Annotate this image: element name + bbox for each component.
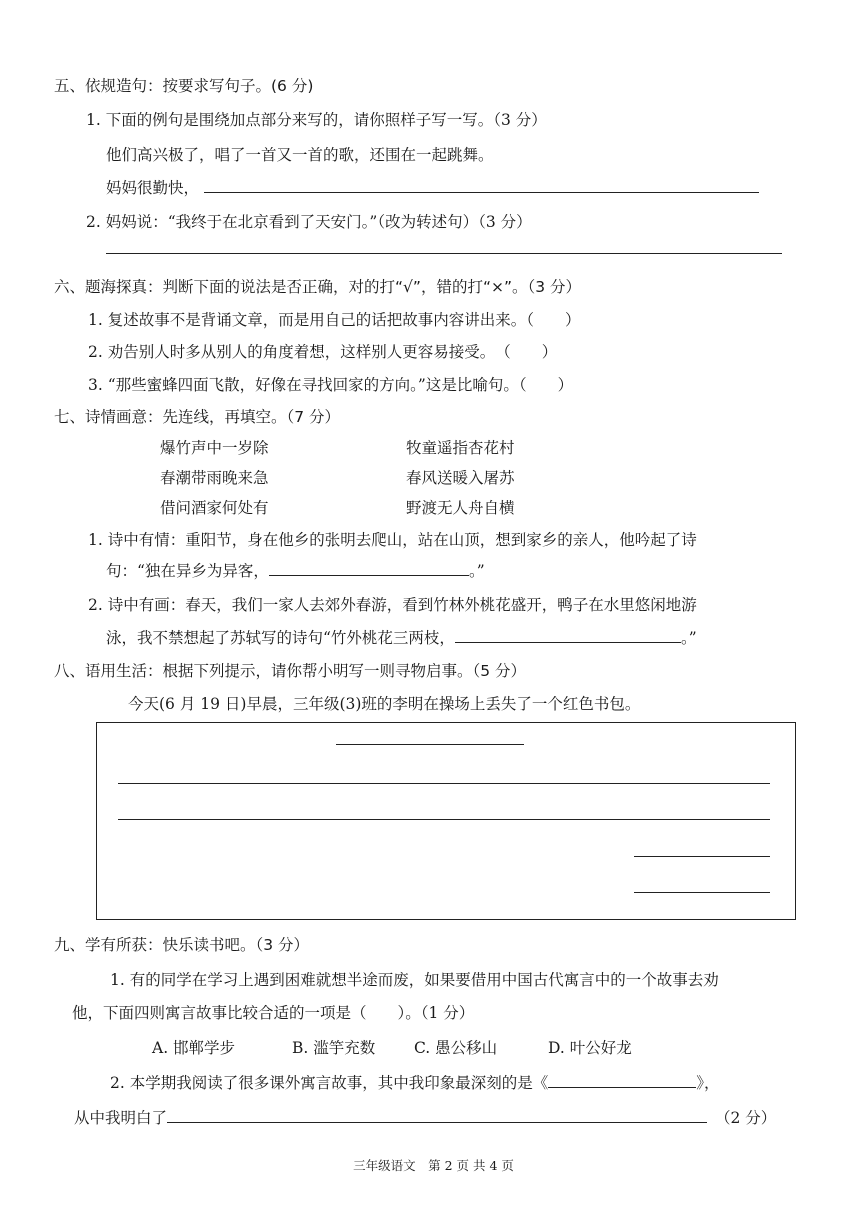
s9-option-d[interactable]: D. 叶公好龙 [548, 1039, 632, 1057]
s6-item-1: 1. 复述故事不是背诵文章，而是用自己的话把故事内容讲出来。（ ） [88, 311, 581, 329]
s6-item-2: 2. 劝告别人时多从别人的角度着想，这样别人更容易接受。 （ ） [88, 343, 558, 361]
poem-line-left-3[interactable]: 借问酒家何处有 [160, 499, 269, 517]
poem-line-left-1[interactable]: 爆竹声中一岁除 [160, 439, 269, 457]
notice-signature-line[interactable] [634, 856, 770, 857]
s6-item-3: 3. “那些蜜蜂四面飞散，好像在寻找回家的方向。”这是比喻句。（ ） [88, 376, 574, 394]
s5-answer-blank-1[interactable] [204, 178, 759, 193]
page-footer: 三年级语文 第 2 页 共 4 页 [353, 1158, 514, 1173]
s5-start-text: 妈妈很勤快， [106, 179, 200, 197]
section-7-heading: 七、诗情画意：先连线，再填空。（7 分） [54, 408, 341, 426]
s7-q2-suffix: 。” [680, 629, 697, 647]
s7-question-1-cont [106, 561, 485, 581]
s9-option-c[interactable]: C. 愚公移山 [414, 1039, 498, 1057]
s7-q1-suffix: 。” [468, 562, 485, 580]
poem-line-right-3[interactable]: 野渡无人舟自横 [406, 499, 515, 517]
s5-question-1: 1. 下面的例句是围绕加点部分来写的，请你照样子写一写。（3 分） [86, 111, 547, 129]
s9-question-1: 1. 有的同学在学习上遇到困难就想半途而废，如果要借用中国古代寓言中的一个故事去劝 [110, 971, 719, 989]
s9-option-b[interactable]: B. 滥竽充数 [292, 1039, 376, 1057]
notice-body-line-1[interactable] [118, 783, 770, 784]
s7-question-2: 2. 诗中有画：春天，我们一家人去郊外春游，看到竹林外桃花盛开，鸭子在水里悠闲地游 [88, 596, 697, 614]
s9-question-1-cont: 他，下面四则寓言故事比较合适的一项是（ ）。（1 分） [72, 1004, 475, 1022]
section-5-heading: 五、依规造句：按要求写句子。(6 分) [54, 77, 314, 95]
s5-question-2: 2. 妈妈说：“我终于在北京看到了天安门。”（改为转述句）（3 分） [86, 213, 532, 231]
s7-question-1: 1. 诗中有情：重阳节，身在他乡的张明去爬山，站在山顶，想到家乡的亲人，他吟起了诗 [88, 531, 697, 549]
notice-title-line[interactable] [336, 744, 524, 745]
s5-example-sentence: 他们高兴极了，唱了一首又一首的歌，还围在一起跳舞。 [106, 146, 494, 164]
section-8-heading: 八、语用生活：根据下列提示，请你帮小明写一则寻物启事。（5 分） [54, 662, 527, 680]
s9-q2-prefix: 2. 本学期我阅读了很多课外寓言故事，其中我印象最深刻的是《 [110, 1074, 549, 1092]
s7-q1-blank[interactable] [269, 561, 469, 576]
s5-sentence-start [106, 178, 759, 198]
poem-line-right-1[interactable]: 牧童遥指杏花村 [406, 439, 515, 457]
s8-prompt: 今天(6 月 19 日)早晨，三年级(3)班的李明在操场上丢失了一个红色书包。 [128, 695, 641, 713]
notice-writing-box[interactable] [96, 722, 796, 920]
s9-q2-book-blank[interactable] [548, 1073, 696, 1088]
notice-body-line-2[interactable] [118, 819, 770, 820]
notice-date-line[interactable] [634, 892, 770, 893]
poem-line-right-2[interactable]: 春风送暖入屠苏 [406, 469, 515, 487]
s9-option-a[interactable]: A. 邯郸学步 [152, 1039, 236, 1057]
s9-question-2 [110, 1073, 719, 1093]
s9-q2b-score: （2 分） [715, 1109, 777, 1127]
s7-question-2-cont [106, 628, 697, 648]
section-6-heading: 六、题海探真：判断下面的说法是否正确，对的打“√”，错的打“×”。（3 分） [54, 278, 582, 296]
s7-q2-blank[interactable] [455, 628, 681, 643]
s9-q2-suffix: 》， [696, 1074, 720, 1092]
s9-q2-lesson-blank[interactable] [167, 1108, 707, 1123]
s7-q1-prefix: 句：“独在异乡为异客， [106, 562, 269, 580]
section-9-heading: 九、学有所获：快乐读书吧。（3 分） [54, 936, 310, 954]
s9-question-2-cont [74, 1108, 776, 1128]
s5-answer-line-2[interactable] [106, 253, 782, 254]
poem-line-left-2[interactable]: 春潮带雨晚来急 [160, 469, 269, 487]
s7-q2-prefix: 泳，我不禁想起了苏轼写的诗句“竹外桃花三两枝， [106, 629, 455, 647]
s9-q2b-prefix: 从中我明白了 [74, 1109, 168, 1127]
